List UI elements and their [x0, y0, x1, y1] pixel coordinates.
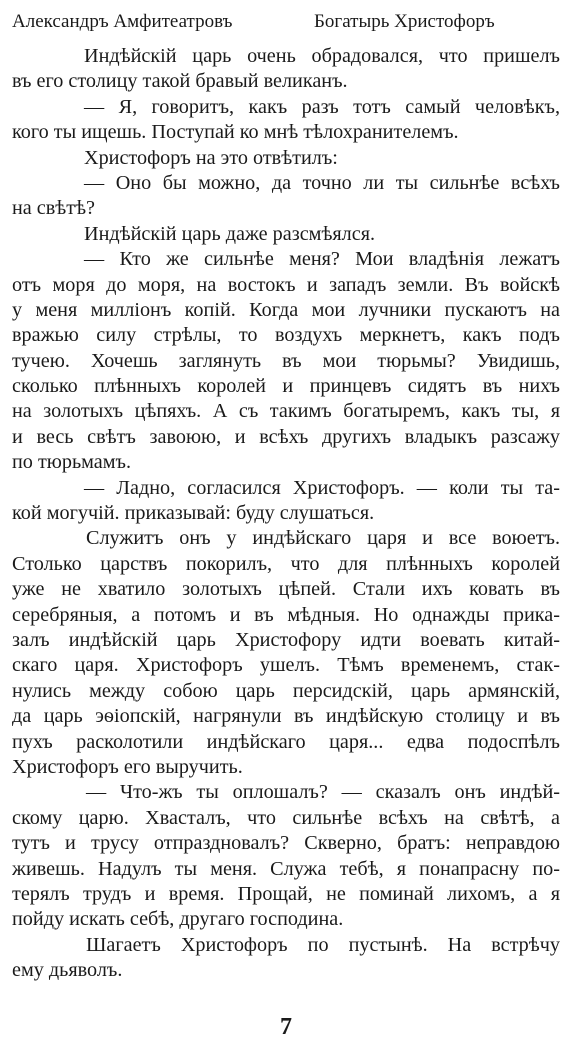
text-line: сколько плѣнныхъ королей и принцевъ сидятъ въ нихъ [12, 375, 560, 398]
text-line: ему дьяволъ. [12, 959, 123, 982]
text-line: Столько царствъ покорилъ, что для плѣнныхъ королей [12, 552, 560, 575]
text-line: нулись между собою царь персидскій, царь армянскій, [12, 679, 560, 702]
text-line: Христофоръ на это отвѣтилъ: [84, 146, 338, 169]
text-line: терялъ трудъ и время. Прощай, не поминай лихомъ, а я [12, 882, 560, 905]
paragraph [12, 95, 560, 146]
text-line: кого ты ищешь. Поступай ко мнѣ тѣлохранителемъ. [12, 121, 459, 144]
text-line: — Ладно, согласился Христофоръ. — коли ты та- [84, 476, 560, 499]
text-line: по тюрьмамъ. [12, 451, 132, 474]
text-line: Индѣйскій царь даже разсмѣялся. [84, 222, 376, 245]
text-line: залъ индѣйскій царь Христофору идти воевать китай- [12, 628, 560, 651]
paragraph [12, 44, 560, 95]
paragraph [12, 171, 560, 222]
text-line: уже не хватило золотыхъ цѣпей. Стали ихъ ковать въ [12, 578, 560, 601]
text-line: Шагаетъ Христофоръ по пустынѣ. На встрѣчу [86, 933, 560, 956]
text-line: — Кто же сильнѣе меня? Мои владѣнія лежатъ [84, 248, 560, 271]
paragraph [12, 933, 560, 984]
text-line: и весь свѣтъ завоюю, и всѣхъ другихъ владыкъ разсажу [12, 425, 560, 448]
text-line: Служитъ онъ у индѣйскаго царя и все воюетъ. [86, 527, 560, 550]
text-line: на золотыхъ цѣпяхъ. А съ такимъ богатыремъ, какъ ты, я [12, 400, 560, 423]
running-head-title: Богатырь Христофоръ [314, 11, 495, 32]
text-line: пойду искать себѣ, другаго господина. [12, 908, 344, 931]
text-line: тутъ и трусу отпраздновалъ? Скверно, братъ: неправдою [12, 832, 560, 855]
text-line: да царь эѳіопскій, нагрянули въ индѣйскую столицу и въ [12, 705, 560, 728]
text-line: скаго царя. Христофоръ ушелъ. Тѣмъ временемъ, стак- [12, 654, 560, 677]
book-page [12, 0, 560, 1052]
text-line: серебряныя, а потомъ и въ мѣдныя. Но однажды прика- [12, 603, 560, 626]
text-line: кой могучій. приказывай: буду слушаться. [12, 502, 375, 525]
text-line: скому царю. Хвасталъ, что сильнѣе всѣхъ на свѣтѣ, а [12, 806, 560, 829]
paragraph [12, 222, 560, 247]
paragraph [12, 780, 560, 932]
paragraph [12, 526, 560, 780]
body-text [12, 44, 560, 983]
running-head [12, 8, 560, 36]
paragraph [12, 476, 560, 527]
paragraph [12, 146, 560, 171]
text-line: у меня милліонъ копій. Когда мои лучники пускаютъ на [12, 298, 560, 321]
text-line: въ его столицу такой бравый великанъ. [12, 70, 348, 93]
text-line: — Я, говоритъ, какъ разъ тотъ самый человѣкъ, [84, 95, 560, 118]
text-line: на свѣтѣ? [12, 197, 96, 220]
text-line: отъ моря до моря, на востокъ и западъ земли. Въ войскѣ [12, 273, 560, 296]
text-line: — Оно бы можно, да точно ли ты сильнѣе всѣхъ [84, 171, 560, 194]
page-number: 7 [280, 1014, 292, 1040]
paragraph [12, 247, 560, 476]
text-line: тучею. Хочешь заглянуть въ мои тюрьмы? Увидишь, [12, 349, 560, 372]
text-line: — Что-жъ ты оплошалъ? — сказалъ онъ индѣй- [86, 781, 560, 804]
text-line: Христофоръ его выручить. [12, 755, 243, 778]
text-line: Индѣйскій царь очень обрадовался, что пришелъ [84, 45, 560, 67]
text-line: живешь. Надулъ ты меня. Служа тебѣ, я понапрасну по- [12, 857, 560, 880]
text-line: пухъ расколотили индѣйскаго царя... едва подоспѣлъ [12, 730, 560, 753]
text-line: вражью силу стрѣлы, то воздухъ меркнетъ, какъ подъ [12, 324, 560, 347]
running-head-author: Александръ Амфитеатровъ [12, 11, 233, 32]
